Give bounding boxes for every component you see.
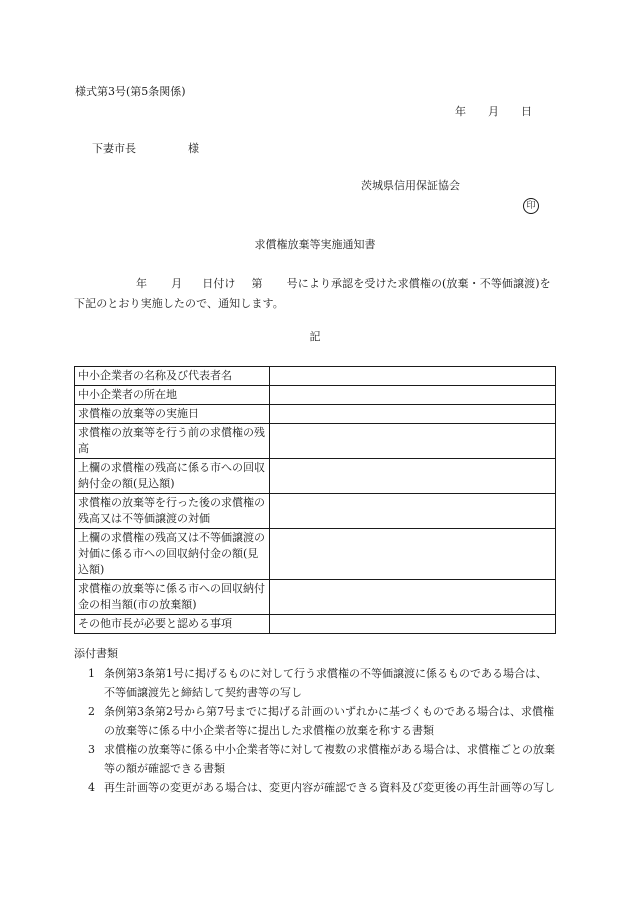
row-value[interactable] xyxy=(270,529,556,580)
table-row xyxy=(75,529,556,580)
row-value[interactable] xyxy=(270,494,556,529)
body-month: 月 xyxy=(171,277,183,290)
ki-marker: 記 xyxy=(309,330,321,343)
item-text: 求償権の放棄等に係る中小企業者等に対して複数の求償権がある場合は、求償権ごとの放棄等の額が確認できる書類 xyxy=(104,743,555,775)
list-item xyxy=(74,664,556,702)
document-title: 求償権放棄等実施通知書 xyxy=(254,238,376,251)
row-label: 求償権の放棄等を行う前の求償権の残高 xyxy=(75,424,270,459)
addressee-name: 下妻市長 xyxy=(92,142,136,155)
date-line xyxy=(455,106,532,117)
table-row xyxy=(75,459,556,494)
table-row xyxy=(75,367,556,386)
addressee xyxy=(92,143,199,154)
item-text: 条例第3条第2号から第7号までに掲げる計画のいずれかに基づくものである場合は、求償権の放棄等に係る中小企業者等に提出した求償権の放棄を称する書類 xyxy=(104,705,554,737)
item-text: 再生計画等の変更がある場合は、変更内容が確認できる資料及び変更後の再生計画等の写し xyxy=(104,781,555,794)
row-label: その他市長が必要と認める事項 xyxy=(75,615,270,634)
form-number: 様式第3号(第5条関係) xyxy=(75,85,186,98)
item-number: 4 xyxy=(88,781,95,794)
row-value[interactable] xyxy=(270,459,556,494)
attachments-title: 添付書類 xyxy=(74,647,118,660)
body-dated: 日付け xyxy=(202,277,236,290)
list-item xyxy=(74,702,556,740)
row-value[interactable] xyxy=(270,580,556,615)
row-value[interactable] xyxy=(270,615,556,634)
table-row xyxy=(75,494,556,529)
row-value[interactable] xyxy=(270,386,556,405)
addressee-honorific: 様 xyxy=(188,142,199,155)
seal-mark: 印 xyxy=(523,198,539,214)
row-value[interactable] xyxy=(270,424,556,459)
table-row xyxy=(75,580,556,615)
row-label: 求償権の放棄等に係る市への回収納付金の相当額(市の放棄額) xyxy=(75,580,270,615)
item-number: 1 xyxy=(88,667,95,680)
table-row xyxy=(75,424,556,459)
row-label: 上欄の求償権の残高又は不等価譲渡の対価に係る市への回収納付金の額(見込額) xyxy=(75,529,270,580)
table-row xyxy=(75,615,556,634)
item-text: 条例第3条第1号に掲げるものに対して行う求償権の不等価譲渡に係るものである場合は、不等価譲渡先と締結して契約書等の写し xyxy=(104,667,547,699)
row-value[interactable] xyxy=(270,405,556,424)
body-paragraph xyxy=(74,274,556,314)
list-item xyxy=(74,740,556,778)
date-month: 月 xyxy=(488,105,499,118)
attachments-list xyxy=(74,664,556,797)
list-item xyxy=(74,778,556,797)
row-label: 求償権の放棄等を行った後の求償権の残高又は不等価譲渡の対価 xyxy=(75,494,270,529)
table-row xyxy=(75,386,556,405)
row-label: 中小企業者の所在地 xyxy=(75,386,270,405)
row-label: 求償権の放棄等の実施日 xyxy=(75,405,270,424)
row-label: 上欄の求償権の残高に係る市への回収納付金の額(見込額) xyxy=(75,459,270,494)
item-number: 2 xyxy=(88,705,95,718)
date-year: 年 xyxy=(455,105,466,118)
row-label: 中小企業者の名称及び代表者名 xyxy=(75,367,270,386)
item-number: 3 xyxy=(88,743,95,756)
info-table xyxy=(74,366,556,634)
date-day: 日 xyxy=(521,105,532,118)
issuer-name: 茨城県信用保証協会 xyxy=(361,179,460,192)
body-year: 年 xyxy=(136,277,148,290)
row-value[interactable] xyxy=(270,367,556,386)
body-text: 号により承認を受けた求償権の(放棄・不等価譲渡)を下記のとおり実施したので、通知します。 xyxy=(74,277,551,310)
table-row xyxy=(75,405,556,424)
body-number-prefix: 第 xyxy=(251,277,263,290)
